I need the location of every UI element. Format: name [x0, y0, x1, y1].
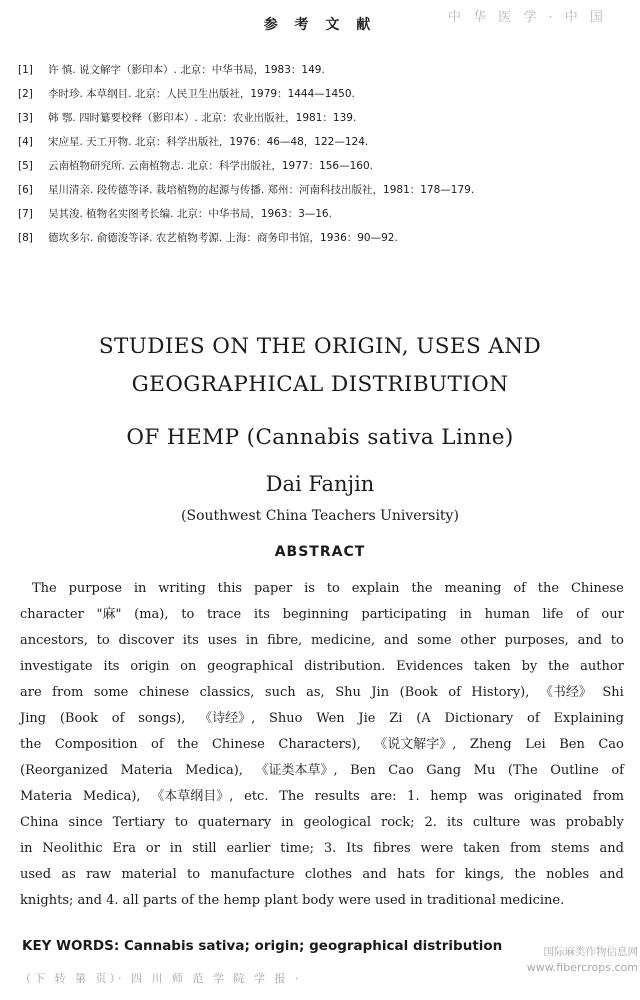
paper-title-line-2: GEOGRAPHICAL DISTRIBUTION	[131, 372, 509, 397]
site-watermark	[518, 944, 638, 976]
reference-item: [4] 宋应星. 天工开物. 北京：科学出版社，1976：46—48，122—124.	[18, 136, 369, 148]
abstract-line: knights; and 4. all parts of the hemp plant body were used in traditional medicine.	[20, 893, 565, 908]
abstract-line: used as raw material to manufacture clothes and hats for kings, the nobles and	[20, 867, 624, 882]
watermark-site-name: 国际麻类作物信息网	[543, 946, 638, 958]
abstract-line: are from some chinese classics, such as, Shu Jin (Book of History), 《书经》 Shi	[20, 685, 624, 700]
paper-title-line-1: STUDIES ON THE ORIGIN, USES AND	[98, 334, 542, 359]
footer-bleed-through: （下 转 第 页）· 四 川 师 范 学 院 学 报 ·	[20, 972, 302, 985]
abstract-line: character "麻" (ma), to trace its beginning participating in human life of our	[20, 607, 624, 622]
reference-item: [2] 李时珍. 本草纲目. 北京：人民卫生出版社，1979：1444—1450.	[18, 88, 355, 100]
reference-item: [5] 云南植物研究所. 云南植物志. 北京：科学出版社，1977：156—160.	[18, 160, 373, 172]
reference-item: [3] 韩 鄂. 四时纂要校释（影印本）. 北京：农业出版社，1981：139.	[18, 112, 357, 124]
abstract-line: China since Tertiary to quaternary in geological rock; 2. its culture was probably	[20, 815, 624, 830]
author-name: Dai Fanjin	[265, 472, 375, 496]
header-bleed-through: 中 华 医 学 · 中 国	[448, 10, 607, 25]
references-heading: 参 考 文 献	[263, 17, 377, 33]
abstract-line: The purpose in writing this paper is to explain the meaning of the Chinese	[32, 581, 624, 596]
abstract-line: Materia Medica), 《本草纲目》, etc. The results are: 1. hemp was originated from	[20, 789, 624, 804]
abstract-line: investigate its origin on geographical distribution. Evidences taken by the author	[20, 659, 624, 674]
reference-item: [6] 星川清亲. 段传德等译. 栽培植物的起源与传播. 郑州：河南科技出版社，1981：178—179.	[18, 184, 475, 196]
reference-item: [1] 许 慎. 说文解字（影印本）. 北京：中华书局，1983：149.	[18, 64, 325, 76]
key-words: KEY WORDS: Cannabis sativa; origin; geographical distribution	[22, 938, 503, 954]
paper-title-line-3: OF HEMP (Cannabis sativa Linne)	[126, 425, 514, 450]
abstract-body	[20, 576, 624, 914]
reference-list	[18, 58, 630, 250]
abstract-line: in Neolithic Era or in still earlier time; 3. Its fibres were taken from stems and	[20, 841, 624, 856]
abstract-line: (Reorganized Materia Medica), 《证类本草》, Ben Cao Gang Mu (The Outline of	[20, 763, 624, 778]
reference-item: [7] 吴其浚. 植物名实图考长编. 北京：中华书局，1963：3—16.	[18, 208, 332, 220]
abstract-line: ancestors, to discover its uses in fibre, medicine, and some other purposes, and to	[20, 633, 624, 648]
author-affiliation: (Southwest China Teachers University)	[181, 508, 459, 524]
reference-item: [8] 德坎多尔. 俞德浚等译. 农艺植物考源. 上海：商务印书馆，1936：90—92.	[18, 232, 398, 244]
watermark-url: www.fibercrops.com	[526, 961, 638, 974]
abstract-line: the Composition of the Chinese Characters), 《说文解字》, Zheng Lei Ben Cao	[20, 737, 624, 752]
abstract-line: Jing (Book of songs), 《诗经》, Shuo Wen Jie Zi (A Dictionary of Explaining	[20, 711, 624, 726]
abstract-heading: ABSTRACT	[274, 544, 366, 560]
